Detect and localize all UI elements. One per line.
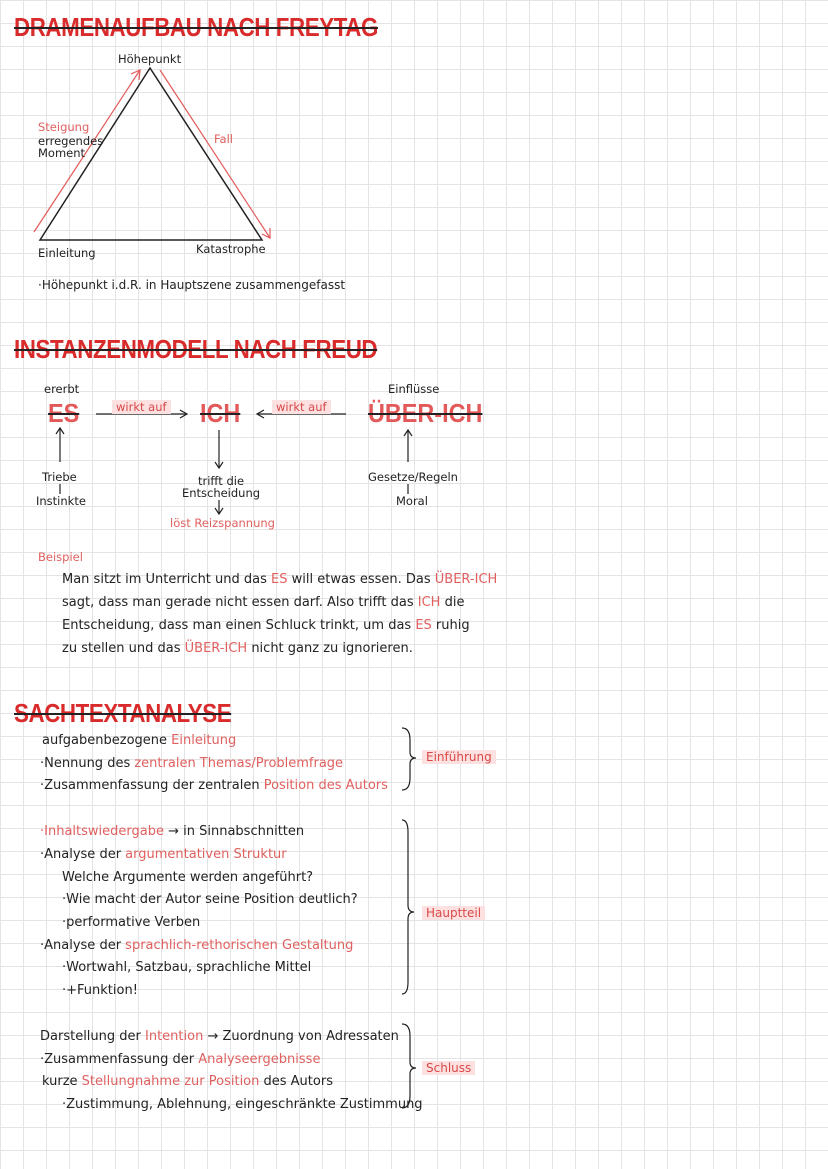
ich-label: ICH: [200, 398, 241, 428]
main-item-3: Welche Argumente werden angeführt?: [62, 870, 314, 885]
es-top-label: ererbt: [44, 382, 80, 396]
hauptteil-label: Hauptteil: [422, 906, 485, 920]
fall-arrow: [160, 70, 270, 238]
es-instincts-label: Instinkte: [36, 494, 86, 508]
es-wirkt-auf-label: wirkt auf: [112, 400, 171, 414]
rise-label: Steigung: [38, 120, 90, 134]
ueberich-wirkt-auf-label: wirkt auf: [272, 400, 331, 414]
brace-schluss: [402, 1024, 416, 1108]
freytag-heading: DRAMENAUFBAU NACH FREYTAG: [14, 12, 378, 42]
main-item-7: ·Wortwahl, Satzbau, sprachliche Mittel: [62, 960, 312, 975]
end-item-1: Darstellung der Intention → Zuordnung von Adressaten: [40, 1029, 399, 1044]
moment-label-2: Moment: [38, 146, 86, 160]
es-drives-label: Triebe: [42, 470, 77, 484]
example-line-1: Man sitzt im Unterricht und das ES will etwas essen. Das ÜBER-ICH: [62, 572, 498, 587]
end-item-4: ·Zustimmung, Ablehnung, eingeschränkte Zustimmung: [62, 1097, 423, 1112]
brace-hauptteil: [402, 820, 414, 994]
main-item-2: ·Analyse der argumentativen Struktur: [40, 847, 287, 862]
sachtext-heading: SACHTEXTANALYSE: [14, 698, 232, 728]
catastrophe-label: Katastrophe: [196, 242, 266, 256]
main-item-1: ·Inhaltswiedergabe → in Sinnabschnitten: [40, 824, 305, 839]
intro-label: Einleitung: [38, 246, 96, 260]
moment-label-1: erregendes: [38, 134, 104, 148]
ueberich-morals-label: Moral: [396, 494, 428, 508]
ich-decides-label-2: Entscheidung: [181, 486, 261, 500]
intro-item-1: aufgabenbezogene Einleitung: [42, 733, 237, 748]
fall-label: Fall: [214, 132, 233, 146]
es-label: ES: [48, 398, 80, 428]
ueberich-label: ÜBER-ICH: [368, 398, 483, 428]
end-item-3: kurze Stellungnahme zur Position des Autors: [42, 1074, 333, 1089]
ich-tension-label: löst Reizspannung: [170, 516, 275, 530]
freud-heading: INSTANZENMODELL NACH FREUD: [14, 334, 378, 364]
main-item-4: ·Wie macht der Autor seine Position deutlich?: [62, 892, 358, 907]
intro-item-2: ·Nennung des zentralen Themas/Problemfrage: [40, 756, 344, 771]
example-line-4: zu stellen und das ÜBER-ICH nicht ganz zu ignorieren.: [62, 641, 413, 656]
example-line-3: Entscheidung, dass man einen Schluck trinkt, um das ES ruhig: [62, 618, 470, 633]
example-line-2: sagt, dass man gerade nicht essen darf. Also trifft das ICH die: [62, 595, 465, 610]
einfuehrung-label: Einführung: [422, 750, 496, 764]
ich-decides-label-1: trifft die: [197, 474, 245, 488]
example-label: Beispiel: [38, 550, 83, 564]
ueberich-rules-label: Gesetze/Regeln: [368, 470, 458, 484]
main-item-6: ·Analyse der sprachlich-rethorischen Gestaltung: [40, 938, 354, 953]
main-item-8: ·+Funktion!: [62, 983, 138, 998]
intro-item-3: ·Zusammenfassung der zentralen Position des Autors: [40, 778, 388, 793]
peak-label: Höhepunkt: [118, 52, 182, 66]
end-item-2: ·Zusammenfassung der Analyseergebnisse: [40, 1052, 321, 1067]
main-item-5: ·performative Verben: [62, 915, 201, 930]
freytag-note: ·Höhepunkt i.d.R. in Hauptszene zusammengefasst: [38, 278, 346, 292]
ueberich-top-label: Einflüsse: [388, 382, 440, 396]
schluss-label: Schluss: [422, 1061, 475, 1075]
brace-einfuehrung: [402, 728, 416, 790]
